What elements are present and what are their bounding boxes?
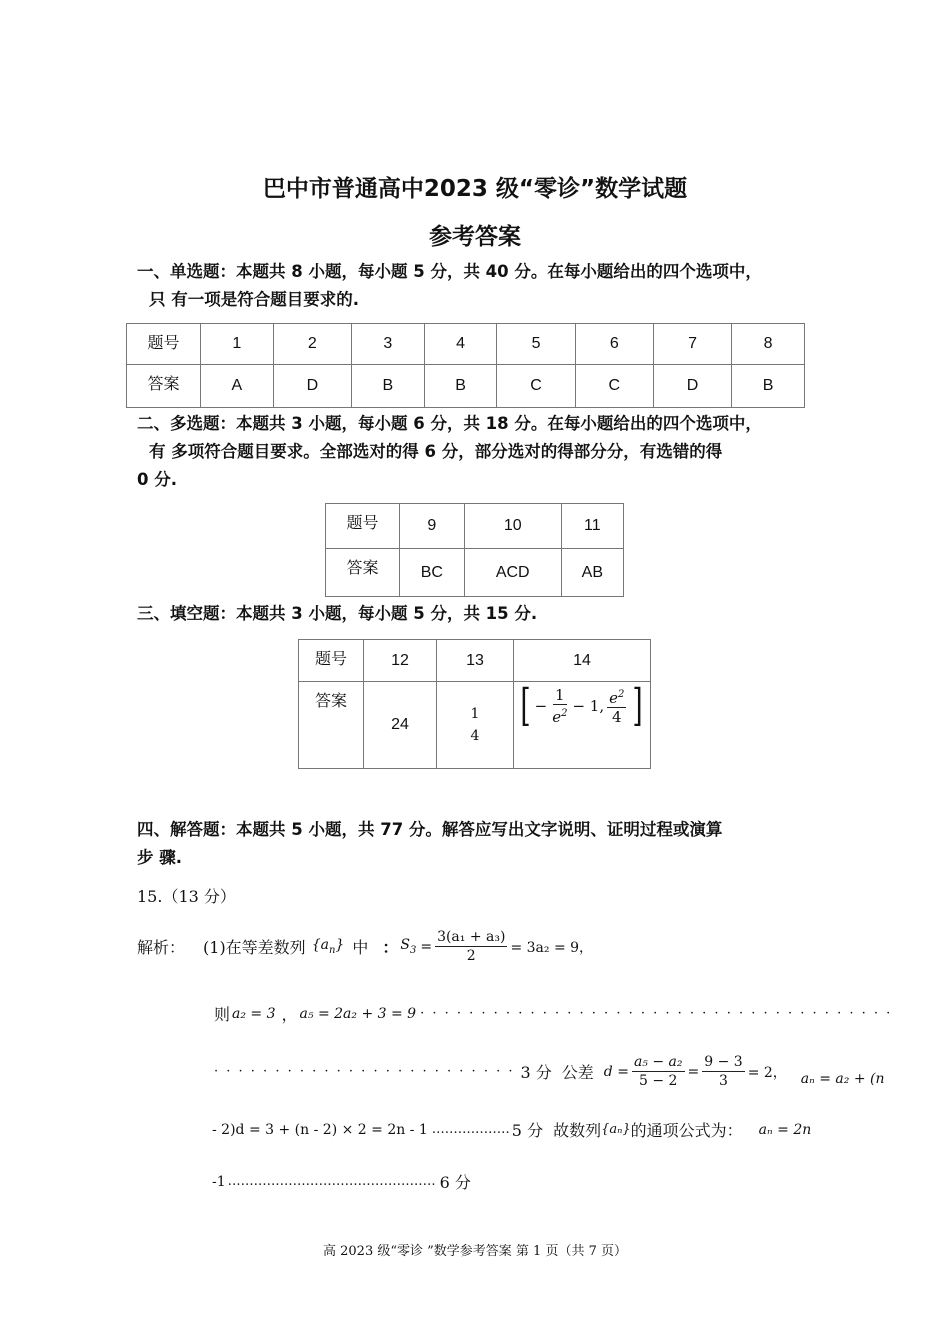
- section2-line2: 有 多项符合题目要求。全部选对的得 6 分，部分选对的得部分分，有选错的得: [149, 442, 723, 461]
- answer-table-1: [126, 323, 805, 408]
- table1-a: A: [201, 365, 274, 408]
- table1-q: 7: [653, 324, 731, 365]
- fraction-numerator: 3(a₁ + a₃): [437, 929, 506, 945]
- q15-line3: · · · · · · · · · · · · · · · · · · · · · · · · · 3 分 公差 d = $\frac{\text{a₅ − a₂}}{5 - 2}$ = $\frac{9 - 3}{3}$ = 2， aₙ = a₂ + (n: [214, 1054, 885, 1089]
- fraction-numerator: a₅ − a₂: [633, 1054, 683, 1070]
- d-result: = 2，: [747, 1064, 787, 1081]
- table2-question-row: [326, 504, 624, 549]
- exponent: 2: [618, 689, 625, 700]
- score-3: 3 分: [520, 1063, 552, 1082]
- leader-dots: ………………: [431, 1122, 510, 1137]
- table2-answer-row: [326, 549, 624, 597]
- answer-table-3: [298, 639, 651, 769]
- s-letter: S: [400, 937, 410, 954]
- e-symbol: e: [609, 689, 618, 707]
- a5-value: a₅ = 2a₂ + 3 = 9: [299, 1005, 417, 1022]
- table3-label-q: 题号: [299, 640, 364, 682]
- e-symbol: e: [552, 708, 562, 726]
- seq-open: {a: [311, 937, 329, 954]
- leader-dots: · · · · · · · · · · · · · · · · · · · · · · · · ·: [214, 1064, 515, 1079]
- exponent: 2: [561, 708, 568, 719]
- table1-a: D: [273, 365, 351, 408]
- fraction-numerator: 1: [555, 686, 565, 704]
- leader-dots: · · · · · · · · · · · · · · · · · · · · · · · · · · · · · · · · · · · · · · ·: [420, 1006, 893, 1021]
- fraction-denominator: 4: [470, 728, 480, 744]
- table1-a: D: [653, 365, 731, 408]
- ze-text: 则: [214, 1005, 231, 1024]
- section4-line1: 四、解答题：本题共 5 小题，共 77 分。解答应写出文字说明、证明过程或演算: [137, 820, 723, 839]
- q15-line4: [212, 1118, 811, 1141]
- table3-a14: [514, 682, 651, 769]
- fraction-e2-over-4: [607, 686, 626, 726]
- table1-a: C: [575, 365, 653, 408]
- s3-result: = 3a₂ = 9，: [510, 939, 594, 956]
- table1-q: 4: [424, 324, 497, 365]
- q15-intro: (1)在等差数列: [203, 938, 306, 957]
- an-derivation: - 2)d = 3 + (n - 2) × 2 = 2n - 1: [212, 1121, 428, 1138]
- section1-line2: 只 有一项是符合题目要求的.: [149, 290, 360, 309]
- fraction-denominator: 4: [611, 708, 622, 726]
- d-fraction-1: [632, 1053, 685, 1090]
- table1-label-q: 题号: [127, 324, 201, 365]
- table1-q: 1: [201, 324, 274, 365]
- an-expression: aₙ = a₂ + (n: [800, 1070, 885, 1087]
- section2-line1: 二、多选题：本题共 3 小题，每小题 6 分，共 18 分。在每小题给出的四个选项中，: [137, 414, 762, 433]
- section4-heading: [137, 816, 837, 872]
- section1-line1: 一、单选题：本题共 8 小题，每小题 5 分，共 40 分。在每小题给出的四个选项中，: [137, 262, 762, 281]
- section2-heading: [137, 410, 837, 494]
- fraction-one-quarter: [471, 703, 480, 747]
- table3-q: 12: [364, 640, 437, 682]
- page-title: 巴中市普通高中2023 级“零诊”数学试题: [262, 176, 688, 202]
- table1-answer-row: [127, 365, 805, 408]
- table2-a: AB: [561, 549, 623, 597]
- gongcha-label: 公差: [561, 1063, 594, 1082]
- gu-text: 故数列: [553, 1121, 602, 1140]
- left-bracket: [: [520, 680, 532, 731]
- score-6: 6 分: [439, 1173, 471, 1192]
- table3-a13: [437, 682, 514, 769]
- minus-one: − 1,: [572, 697, 605, 715]
- seq-close: }: [335, 937, 345, 954]
- fraction-denominator: [550, 705, 569, 726]
- comma: ，: [281, 1005, 298, 1024]
- an-formula-tail: -1: [212, 1173, 226, 1190]
- fraction-denominator: 5 − 2: [638, 1073, 678, 1089]
- q15-line1: [137, 928, 593, 965]
- table1-q: 6: [575, 324, 653, 365]
- page-subtitle: 参考答案: [429, 224, 521, 250]
- table1-q: 5: [497, 324, 575, 365]
- seq-sub: n: [328, 944, 336, 956]
- q15-colon: ：: [382, 938, 399, 957]
- table2-a: BC: [400, 549, 465, 597]
- fraction-denominator: 2: [466, 948, 476, 964]
- an-formula: aₙ = 2n: [758, 1121, 812, 1138]
- table2-label-a: 答案: [326, 549, 400, 597]
- table1-q: 8: [732, 324, 805, 365]
- s-sub: 3: [409, 944, 417, 956]
- jiexi-label: 解析：: [137, 938, 186, 957]
- table1-a: B: [732, 365, 805, 408]
- table3-q: 14: [514, 640, 651, 682]
- q15-zhong: 中: [352, 938, 369, 957]
- a2-value: a₂ = 3: [232, 1005, 276, 1022]
- table1-q: 2: [273, 324, 351, 365]
- section2-line3: 0 分.: [137, 470, 177, 489]
- d-fraction-2: [702, 1053, 744, 1090]
- section4-line2: 步 骤.: [137, 848, 183, 867]
- right-bracket: ]: [632, 680, 644, 731]
- table3-q: 13: [437, 640, 514, 682]
- table2-q: 9: [400, 504, 465, 549]
- q15-line2: [214, 1002, 892, 1025]
- d-symbol: d =: [603, 1063, 629, 1080]
- fraction-1-over-e2: [550, 686, 569, 726]
- page-footer: 高 2023 级“零诊 ”数学参考答案 第 1 页（共 7 页）: [323, 1244, 627, 1259]
- q15-line5: [212, 1170, 471, 1193]
- table1-a: B: [351, 365, 424, 408]
- answer-table-2: [325, 503, 624, 597]
- minus-sign: −: [534, 697, 548, 715]
- sequence-an: {aₙ}: [601, 1122, 631, 1137]
- section1-heading: [137, 258, 837, 314]
- table3-answer-row: [299, 682, 651, 769]
- fraction-numerator: 1: [470, 706, 480, 722]
- table3-a12: 24: [364, 682, 437, 769]
- interval-expression: [517, 680, 646, 731]
- table3-question-row: [299, 640, 651, 682]
- table1-a: C: [497, 365, 575, 408]
- s3-fraction: [435, 928, 507, 965]
- table2-q: 10: [464, 504, 561, 549]
- table1-q: 3: [351, 324, 424, 365]
- table3-label-a: 答案: [299, 682, 364, 769]
- table1-question-row: [127, 324, 805, 365]
- fraction-numerator: [607, 686, 626, 708]
- table2-q: 11: [561, 504, 623, 549]
- section3-heading: 三、填空题：本题共 3 小题，每小题 5 分，共 15 分.: [137, 604, 538, 623]
- score-5: 5 分: [511, 1121, 544, 1140]
- q15-header: 15.（13 分）: [137, 887, 236, 906]
- s3-symbol: [400, 937, 416, 956]
- equals-sign: =: [420, 938, 433, 955]
- leader-dots: …………………………………………: [227, 1174, 436, 1189]
- sequence-an: [312, 937, 345, 956]
- formula-label: 的通项公式为：: [630, 1121, 743, 1140]
- table2-label-q: 题号: [326, 504, 400, 549]
- table2-a: ACD: [464, 549, 561, 597]
- table1-label-a: 答案: [127, 365, 201, 408]
- fraction-denominator: 3: [719, 1073, 728, 1089]
- fraction-numerator: 9 − 3: [704, 1054, 743, 1070]
- table1-a: B: [424, 365, 497, 408]
